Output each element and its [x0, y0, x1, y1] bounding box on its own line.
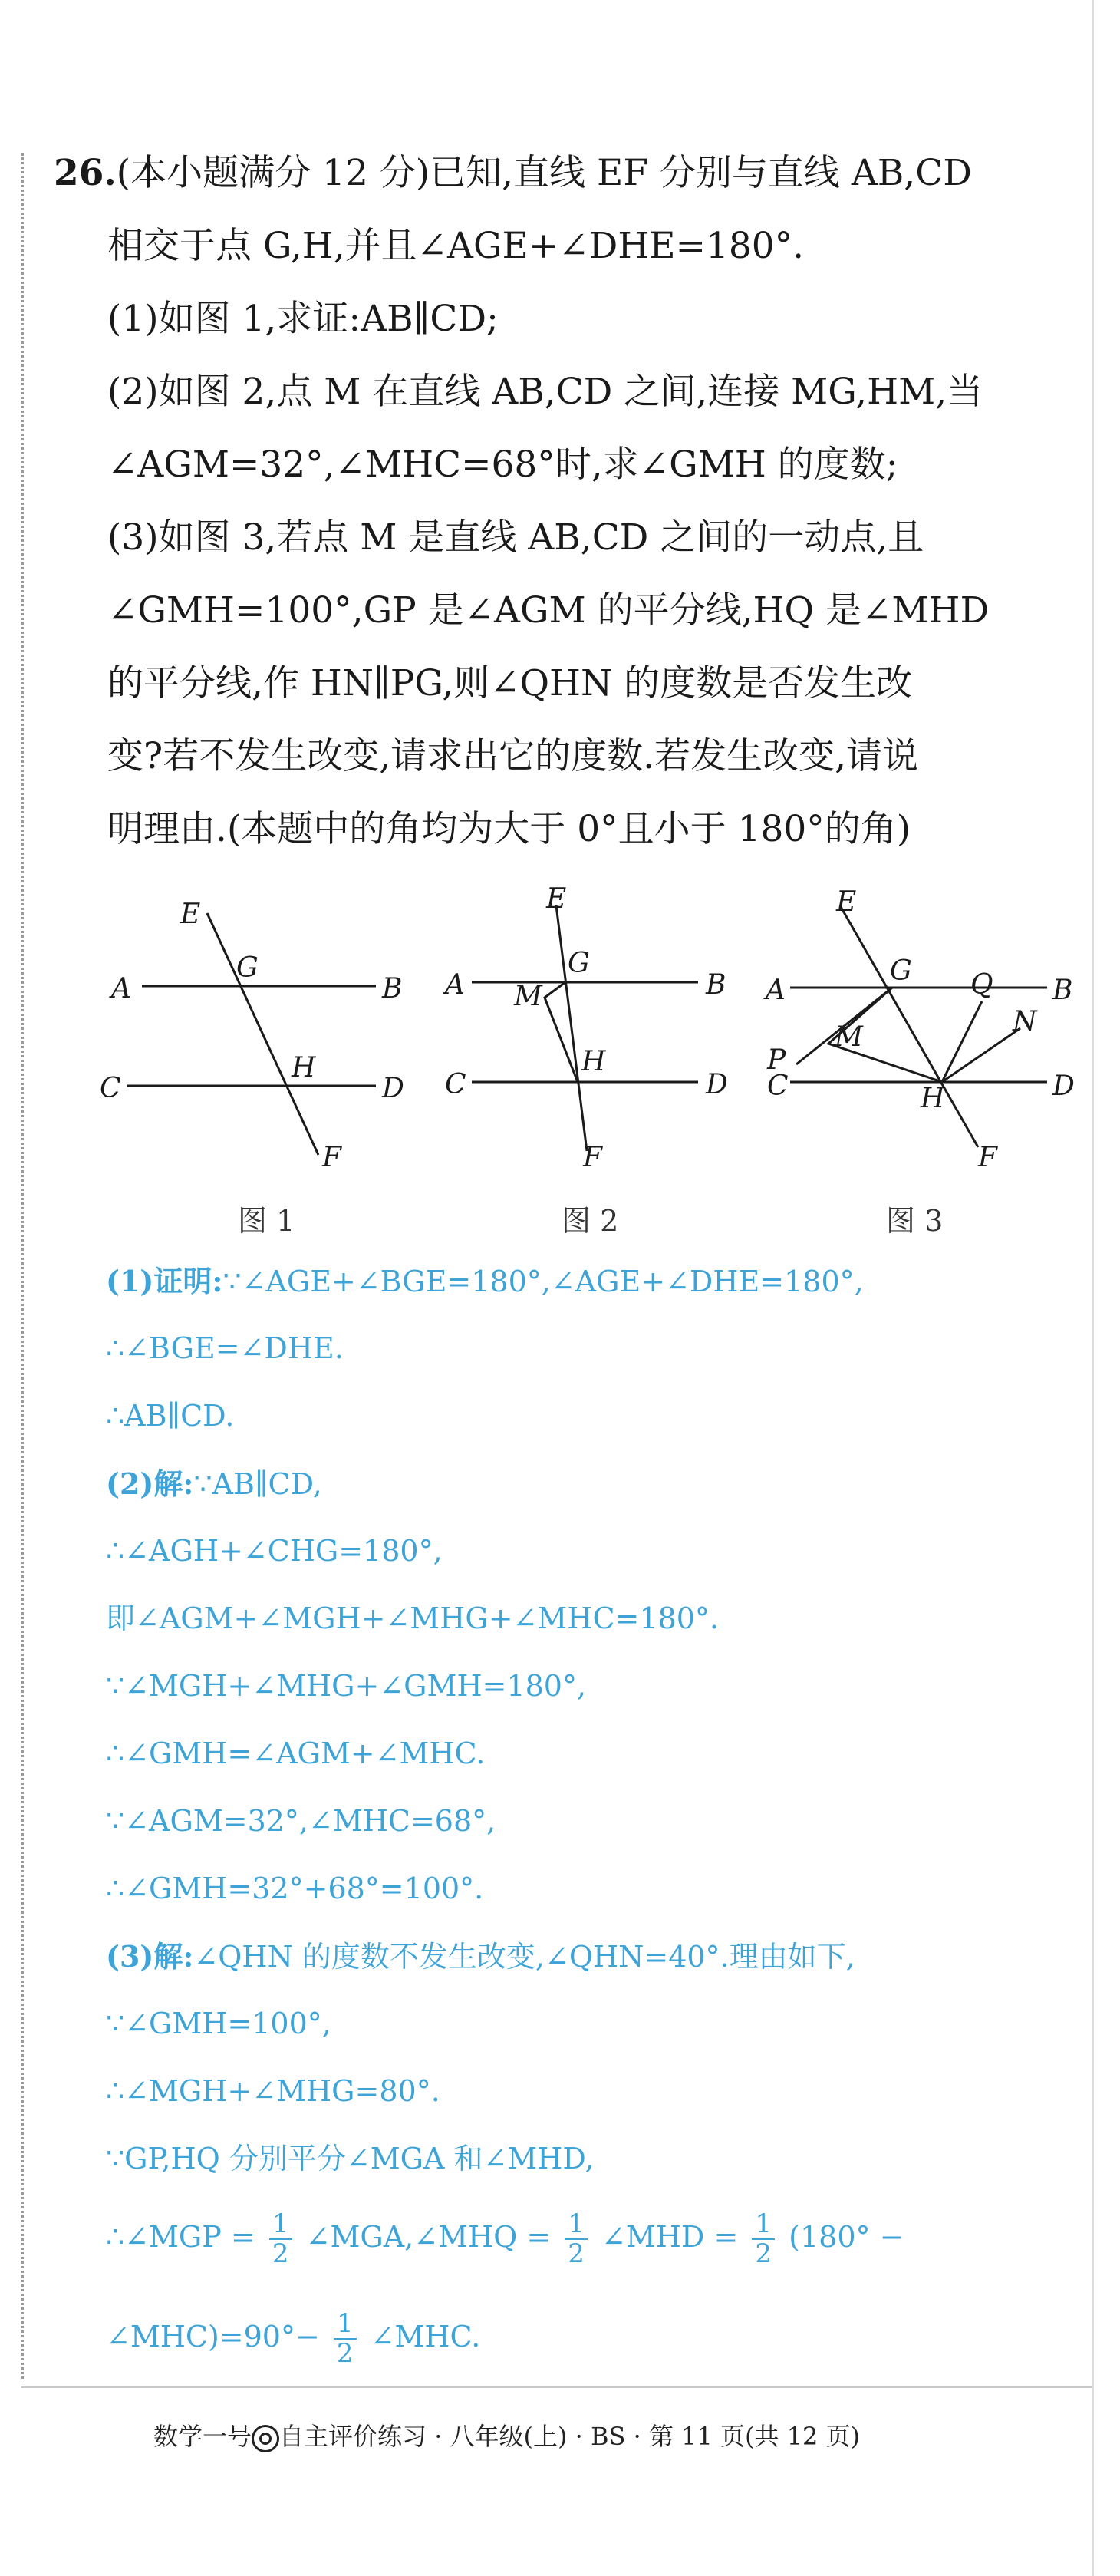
- fig2-label-g: G: [568, 948, 590, 979]
- fig2-label-e: E: [546, 883, 567, 915]
- answer-p2-line-5: ∴∠GMH=∠AGM+∠MHC.: [106, 1737, 486, 1770]
- fig3-label-m: M: [835, 1021, 863, 1053]
- answer-p1-label: (1)证明:: [106, 1264, 223, 1298]
- fraction-half-3: [752, 2210, 775, 2269]
- question-number: 26.: [54, 152, 117, 194]
- answer-p3-last-b: ∠MHC.: [370, 2319, 481, 2353]
- answer-p2-text-1: ∵AB∥CD,: [193, 1467, 322, 1501]
- answer-p3-last-a: ∠MHC)=90°−: [106, 2319, 320, 2353]
- question-text-1: (本小题满分 12 分)已知,直线 EF 分别与直线 AB,CD: [116, 152, 972, 194]
- question-line-4: (2)如图 2,点 M 在直线 AB,CD 之间,连接 MG,HM,当: [107, 371, 983, 413]
- answer-p3-line-1: [106, 1938, 1072, 1976]
- fig3-label-a: A: [766, 975, 786, 1006]
- answer-p3-frac-c: ∠MHD =: [601, 2219, 739, 2254]
- brand-logo-icon: [252, 2425, 279, 2452]
- fig3-label-e: E: [836, 886, 857, 918]
- answer-p1-line-1: [106, 1262, 1072, 1301]
- fig1-label-g: G: [236, 952, 259, 984]
- answer-p3-frac-d: (180° −: [789, 2219, 904, 2254]
- answer-p3-frac-b: ∠MGA,∠MHQ =: [305, 2219, 552, 2254]
- answer-p2-label: (2)解:: [106, 1466, 194, 1501]
- fig1-label-b: B: [382, 973, 403, 1004]
- fig3-label-p: P: [767, 1044, 786, 1076]
- question-line-5: ∠AGM=32°,∠MHC=68°时,求∠GMH 的度数;: [107, 444, 898, 486]
- fig2-label-b: B: [706, 969, 726, 1001]
- fig3-line-hq: [942, 1001, 982, 1082]
- answer-p2-line-1: [106, 1465, 1072, 1503]
- fig3-label-c: C: [767, 1070, 789, 1102]
- answer-p3-line-4: ∵GP,HQ 分别平分∠MGA 和∠MHD,: [106, 2142, 595, 2175]
- fraction-den: 2: [336, 2338, 354, 2370]
- fraction-den: 2: [568, 2238, 585, 2270]
- footer-rule: [21, 2386, 1092, 2388]
- figures-svg: [92, 879, 1075, 1201]
- fraction-num: 1: [565, 2210, 588, 2240]
- answer-p1-line-3: ∴AB∥CD.: [106, 1399, 235, 1433]
- fig1-label-a: A: [111, 973, 131, 1004]
- fraction-num: 1: [334, 2310, 357, 2340]
- fig1-caption: 图 1: [238, 1204, 295, 1238]
- fraction-den: 2: [272, 2238, 289, 2270]
- answer-p3-text-1: ∠QHN 的度数不发生改变,∠QHN=40°.理由如下,: [193, 1940, 855, 1974]
- page-footer: [153, 2417, 1074, 2452]
- fig3-label-g: G: [890, 955, 912, 987]
- fraction-half-4: [334, 2310, 357, 2369]
- fraction-num: 1: [269, 2210, 292, 2240]
- footer-brand: 数学一号: [153, 2422, 252, 2451]
- fig3-label-h: H: [921, 1083, 945, 1114]
- question-line-6: (3)如图 3,若点 M 是直线 AB,CD 之间的一动点,且: [107, 516, 924, 559]
- answer-p3-last-line: [106, 2310, 1072, 2369]
- fraction-half-2: [565, 2210, 588, 2269]
- question-line-7: ∠GMH=100°,GP 是∠AGM 的平分线,HQ 是∠MHD: [107, 589, 990, 632]
- fig3-line-hn: [942, 1028, 1020, 1082]
- question-line-3: (1)如图 1,求证:AB∥CD;: [107, 298, 499, 340]
- fig2-line-ef: [556, 905, 587, 1151]
- answer-p1-line-2: ∴∠BGE=∠DHE.: [106, 1331, 344, 1365]
- geometry-figures: [92, 879, 1075, 1247]
- fig2-label-h: H: [581, 1046, 606, 1077]
- fig2-label-d: D: [706, 1069, 728, 1100]
- fig2-caption: 图 2: [562, 1204, 619, 1238]
- answer-p2-line-6: ∵∠AGM=32°,∠MHC=68°,: [106, 1804, 496, 1838]
- fig3-label-f: F: [978, 1142, 997, 1173]
- answer-p2-line-2: ∴∠AGH+∠CHG=180°,: [106, 1534, 443, 1568]
- fig3-label-q: Q: [970, 969, 993, 1001]
- answer-p1-text-1: ∵∠AGE+∠BGE=180°,∠AGE+∠DHE=180°,: [222, 1265, 864, 1298]
- answer-p2-line-4: ∵∠MGH+∠MHG+∠GMH=180°,: [106, 1669, 587, 1703]
- fig3-label-d: D: [1052, 1070, 1075, 1102]
- fig2-label-c: C: [445, 1069, 466, 1100]
- fig3-label-n: N: [1013, 1006, 1037, 1037]
- fraction-num: 1: [752, 2210, 775, 2240]
- fig3-caption: 图 3: [886, 1204, 944, 1238]
- fraction-half-1: [269, 2210, 292, 2269]
- question-line-10: 明理由.(本题中的角均为大于 0°且小于 180°的角): [107, 808, 911, 850]
- fig2-label-f: F: [583, 1142, 602, 1173]
- answer-p2-line-3: 即∠AGM+∠MGH+∠MHG+∠MHC=180°.: [106, 1601, 719, 1635]
- fig1-label-f: F: [322, 1142, 341, 1173]
- question-line-1: [54, 150, 1066, 196]
- answer-p3-frac-a: ∴∠MGP =: [106, 2219, 255, 2254]
- fig3-label-b: B: [1052, 975, 1073, 1006]
- question-line-9: 变?若不发生改变,请求出它的度数.若发生改变,请说: [107, 735, 919, 777]
- fraction-den: 2: [755, 2238, 772, 2270]
- fig1-label-h: H: [292, 1052, 316, 1084]
- fig1-label-d: D: [382, 1073, 404, 1104]
- answer-p3-line-2: ∵∠GMH=100°,: [106, 2007, 331, 2040]
- fig1-label-e: E: [180, 899, 201, 930]
- fig2-label-m: M: [514, 981, 542, 1012]
- question-line-2: 相交于点 G,H,并且∠AGE+∠DHE=180°.: [107, 225, 805, 267]
- footer-info: 自主评价练习 · 八年级(上) · BS · 第 11 页(共 12 页): [279, 2422, 861, 2451]
- answer-p3-fraction-line: [106, 2210, 1072, 2269]
- answer-p3-line-3: ∴∠MGH+∠MHG=80°.: [106, 2074, 440, 2108]
- answer-p2-line-7: ∴∠GMH=32°+68°=100°.: [106, 1872, 484, 1905]
- fig1-label-c: C: [100, 1073, 121, 1104]
- margin-dotted-rule: [21, 153, 24, 2379]
- fig2-label-a: A: [445, 969, 465, 1001]
- fig1-line-ef: [207, 913, 318, 1155]
- question-line-8: 的平分线,作 HN∥PG,则∠QHN 的度数是否发生改: [107, 662, 913, 704]
- answer-p3-label: (3)解:: [106, 1939, 194, 1974]
